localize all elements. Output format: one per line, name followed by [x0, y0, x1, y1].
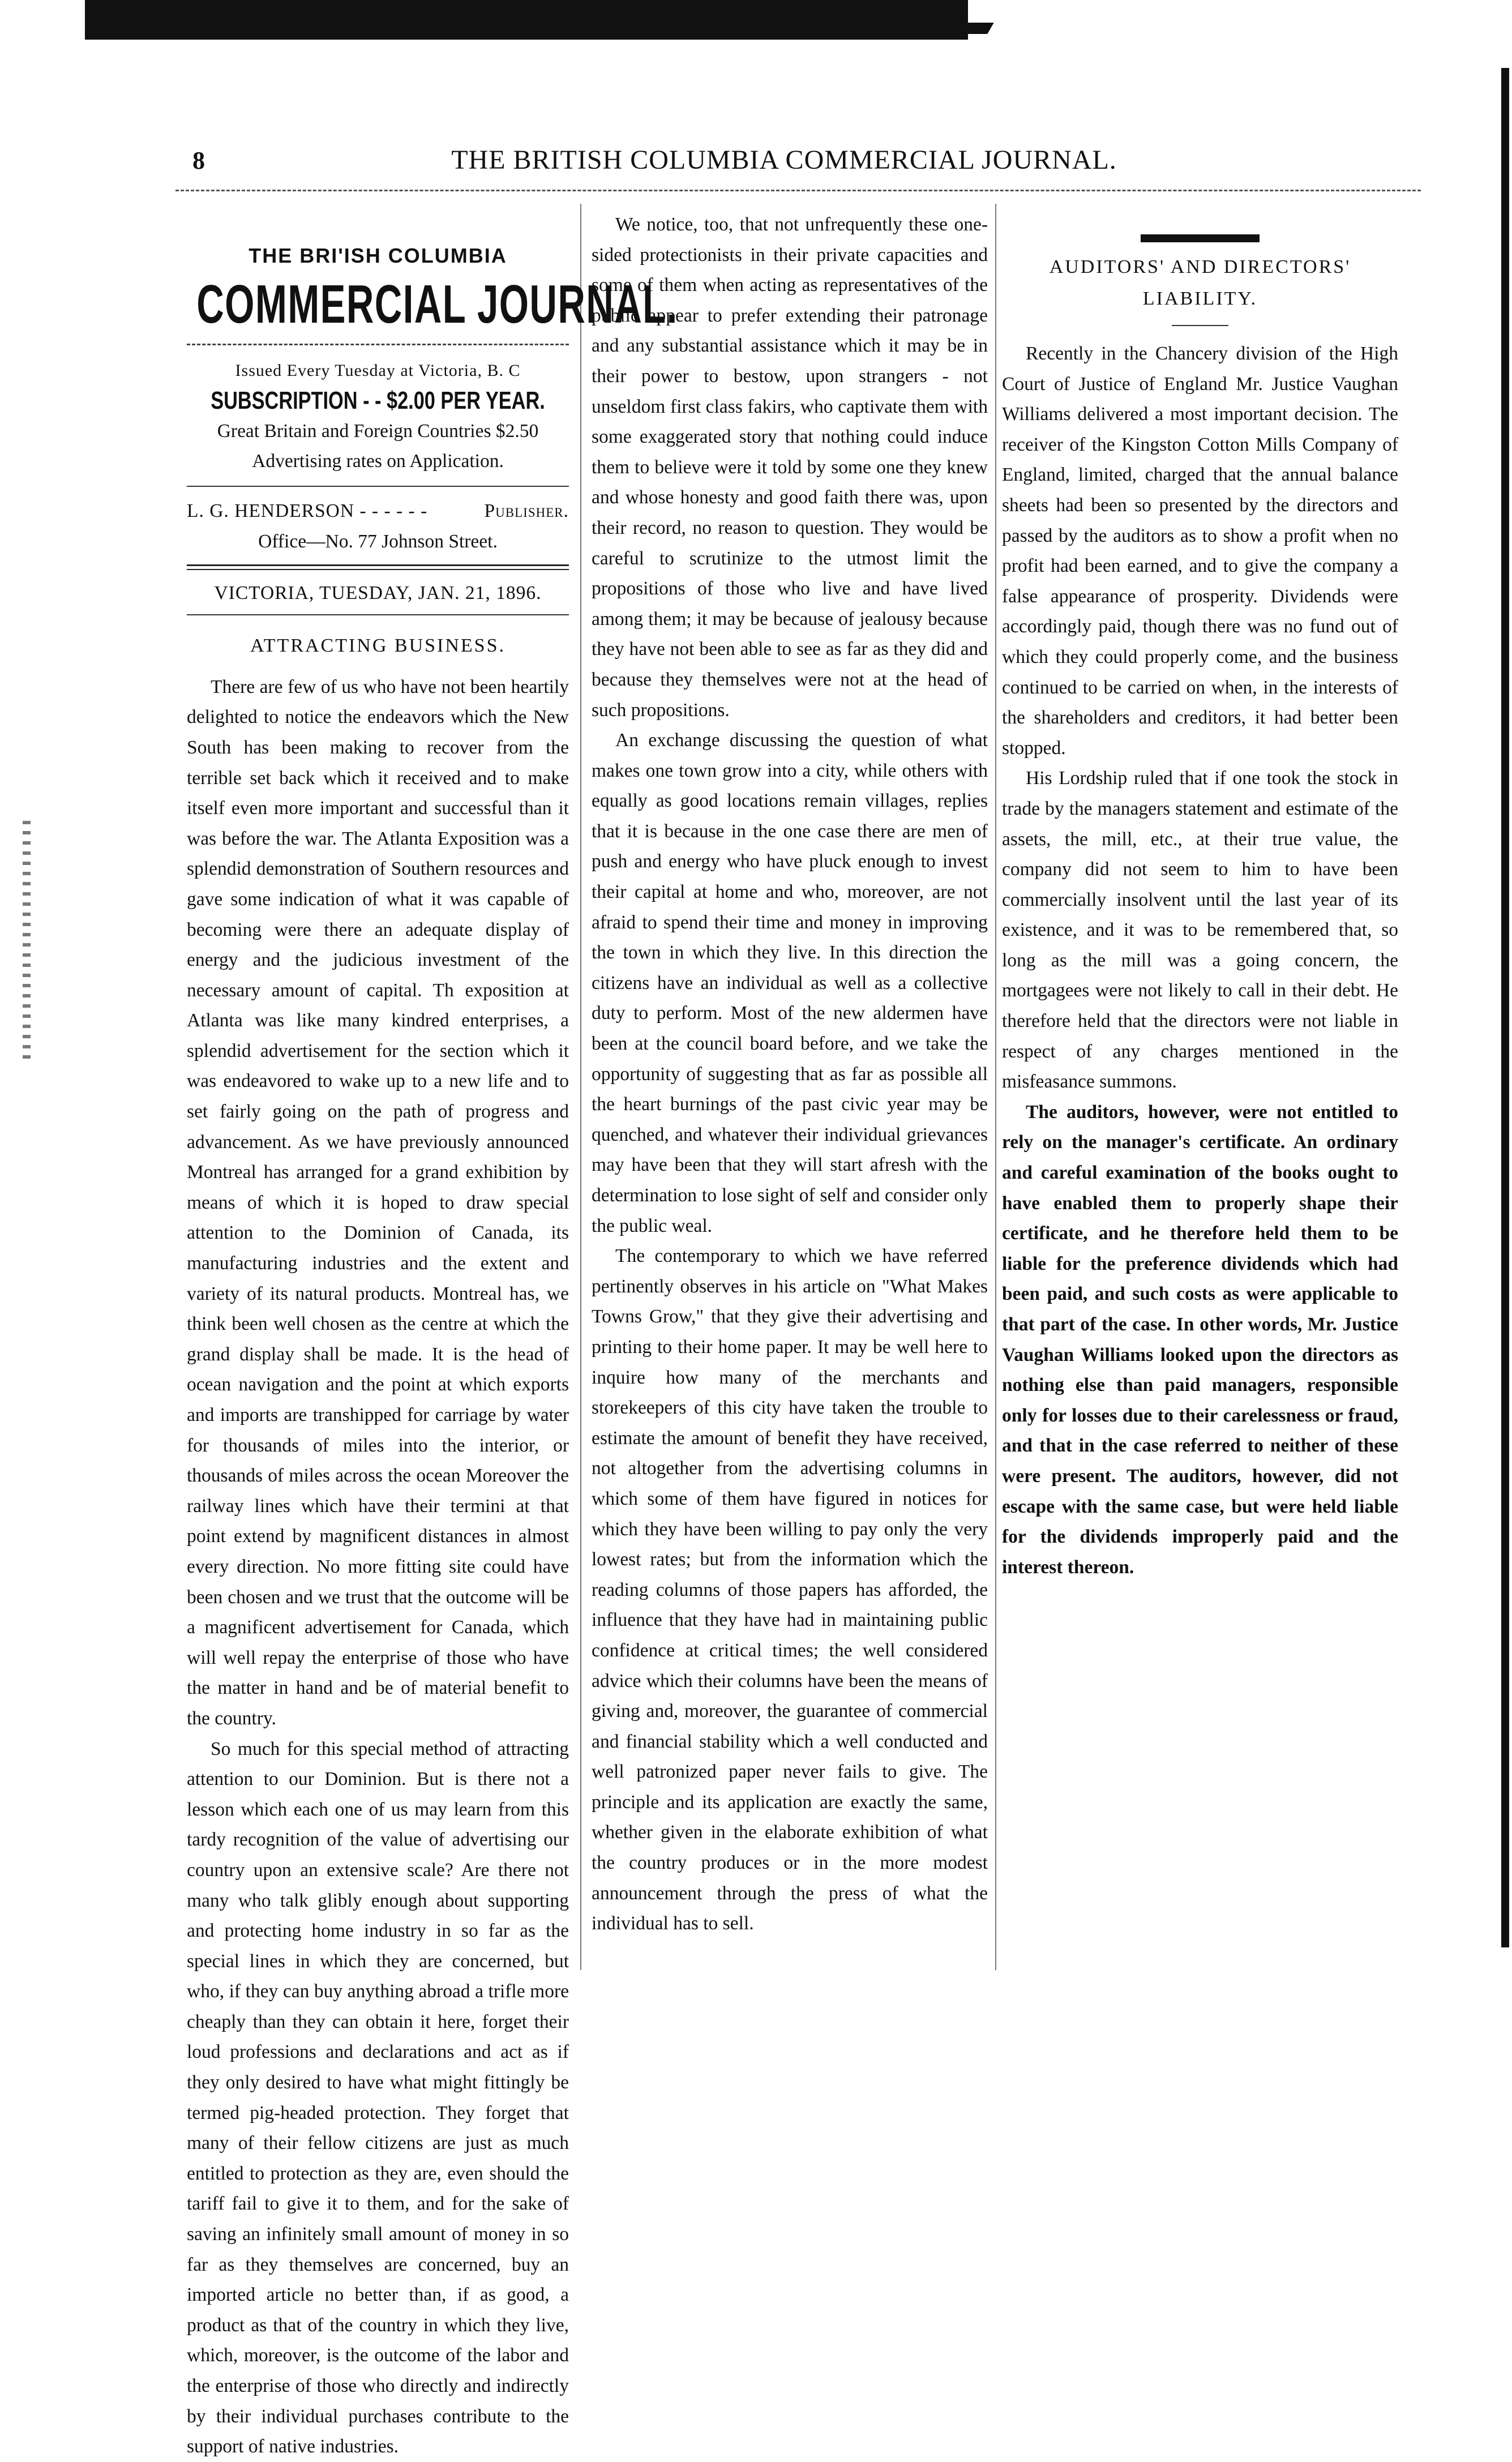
column-rule: [995, 204, 996, 1970]
article-paragraph: Recently in the Chancery division of the High Court of Justice of England Mr. Justice Vaughan Williams delivered a most important decision. The receiver of the Kingston Cotton Mills Company of England, limited, charged that the annual balance sheets had been so presented by the directors and passed by the auditors as to show a profit when no profit had been earned, and to give the company a false appearance of prosperity. Dividends were accordingly paid, though there was no fund out of which they could properly come, and the business continued to be carried on when, in the interests of the shareholders and creditors, it had better been stopped.: [1002, 343, 1398, 759]
publisher-row: [187, 496, 569, 526]
article-paragraph: We notice, too, that not unfrequently these one-sided protectionists in their private capacities and some of them when acting as representatives of the public appear to prefer extending their patronage and any substantial assistance which it may be in their power to bestow, upon strangers - not unseldom first class fakirs, who captivate them with some exaggerated story that nothing could induce them to believe were it told by some one they knew and whose honesty and good faith there was, upon their record, no reason to question. They would be careful to scrutinize to the utmost limit the propositions of those who live and have lived among them; it may be because of jealousy because they have not been able to see as far as they did and because they themselves were not at the head of such propositions.: [592, 214, 988, 721]
foreign-rate: Great Britain and Foreign Countries $2.50: [217, 420, 539, 442]
masthead-title: COMMERCIAL JOURNAL.: [196, 273, 678, 335]
advertising-rates: Advertising rates on Application.: [252, 451, 504, 472]
column-rule: [580, 204, 581, 1970]
article-paragraph: His Lordship ruled that if one took the stock in trade by the managers statement and estimate of the assets, the mill, etc., at their true value, the company did not seem to him to have been commercially insolvent until the last year of its existence, and it was to be remembered that, so long as the mill was a going concern, the mortgagees were not likely to call in their debt. He therefore held that the directors were not liable in respect of any charges mentioned in the misfeasance summons.: [1002, 768, 1398, 1093]
subscription-line: SUBSCRIPTION - - $2.00 PER YEAR.: [211, 387, 545, 415]
article-paragraph: So much for this special method of attracting attention to our Dominion. But is there not a lesson which each one of us may learn from this tardy recognition of the value of advertising our country upon an extensive scale? Are there not many who talk glibly enough about supporting and protecting home industry in so far as the special lines in which they are concerned, but who, if they can buy anything abroad a trifle more cheaply than they can obtain it here, forget their loud professions and declarations and act as if they only desired to have what might fittingly be termed pig-headed protection. They forget that many of their fellow citizens are just as much entitled to protection as they are, even should the tariff fail to give it to them, and for the sake of saving an infinitely small amount of money in so far as they themselves are concerned, buy an imported article no better than, if as good, a product as that of the country in which they live, which, moreover, is the outcome of the labor and the enterprise of those who directly and indirectly by their individual purchases contribute to the support of native industries.: [187, 1738, 569, 2457]
article-heading: ATTRACTING BUSINESS.: [250, 635, 506, 656]
scan-edge-right: [1501, 68, 1509, 1947]
office-address: Office—No. 77 Johnson Street.: [258, 530, 498, 552]
publisher-title: Publisher.: [484, 500, 569, 521]
column-2: [592, 209, 988, 1939]
running-head: THE BRITISH COLUMBIA COMMERCIAL JOURNAL.: [451, 145, 1117, 175]
divider: [187, 564, 569, 570]
column-1: [187, 209, 678, 2462]
publisher-name: L. G. HENDERSON - - - - - -: [187, 500, 428, 521]
scan-specks: [23, 821, 31, 1059]
divider: [187, 486, 569, 487]
article-paragraph: An exchange discussing the question of what makes one town grow into a city, while others with equally as good locations remain villages, replies that it is because in the one case there are men of push and energy who have pluck enough to invest their capital at home and who, moreover, are not afraid to spend their time and money in improving the town in which they live. In this direction the citizens have an individual as well as a collective duty to perform. Most of the new aldermen have been at the council board before, and we take the opportunity of suggesting that as far as possible all the heart burnings of the past civic year may be quenched, and whatever their individual grievances may have been that they will start afresh with the determination to lose sight of self and consider only the public weal.: [592, 730, 988, 1236]
divider: [187, 344, 569, 345]
page-number: 8: [192, 147, 205, 174]
masthead-line: THE BRI'ISH COLUMBIA: [249, 244, 507, 267]
dateline: VICTORIA, TUESDAY, JAN. 21, 1896.: [214, 583, 542, 604]
scan-edge-band: [85, 0, 968, 40]
article-paragraph: The contemporary to which we have referred pertinently observes in his article on "What Makes Towns Grow," that they give their advertising and printing to their home paper. It may be well here to inquire how many of the merchants and storekeepers of this city have taken the trouble to estimate the amount of benefit they have received, not altogether from the advertising columns in which some of them have figured in notices for which they have been willing to pay only the very lowest rates; but from the information which the reading columns of those papers has afforded, the influence that they have had in maintaining public confidence at critical times; the well considered advice which their columns have been the means of giving and, moreover, the guarantee of commercial and financial stability which a well conducted and well patronized paper never fails to give. The principle and its application are exactly the same, whether given in the elaborate exhibition of what the country produces or in the more modest announcement through the press of what the individual has to sell.: [592, 1245, 988, 1934]
article-heading: AUDITORS' AND DIRECTORS' LIABILITY.: [1049, 256, 1351, 309]
article-paragraph: There are few of us who have not been heartily delighted to notice the endeavors which the New South has been making to recover from the terrible set back which it received and to make itself even more important and successful than it was before the war. The Atlanta Exposition was a splendid demonstration of Southern resources and gave some indication of what it was capable of becoming were there an adequate display of energy and the judicious investment of the necessary amount of capital. Th exposition at Atlanta was like many kindred enterprises, a splendid advertisement for the section which it was endeavored to wake up to a new life and to set fairly going on the path of progress and advancement. As we have previously announced Montreal has arranged for a grand exhibition by means of which it is hoped to draw special attention to the Dominion of Canada, its manufacturing industries and the extent and variety of its natural products. Montreal has, we think been well chosen as the centre at which the grand display shall be made. It is the head of ocean navigation and the point at which exports and imports are transhipped for carriage by water for thousands of miles into the interior, or thousands of miles across the ocean Moreover the railway lines which have their termini at that point extend by magnificent distances in almost every direction. No more fitting site could have been chosen and we trust that the outcome will be a magnificent advertisement for Canada, which will well repay the enterprise of those who have the matter in hand and be of material benefit to the country.: [187, 676, 569, 1729]
divider: [1172, 325, 1228, 326]
section-bar: [1141, 234, 1260, 242]
article-paragraph: The auditors, however, were not entitled to rely on the manager's certificate. An ordinary and careful examination of the books ought to have enabled them to properly shape their certificate, and he therefore held them to be liable for the preference dividends which had been paid, and such costs as were applicable to that part of the case. In other words, Mr. Justice Vaughan Williams looked upon the directors as nothing else than paid managers, responsible only for losses due to their carelessness or fraud, and that in the case referred to neither of these were present. The auditors, however, did not escape with the same case, but were held liable for the dividends improperly paid and the interest thereon.: [1002, 1101, 1398, 1578]
column-3: [1002, 209, 1398, 1582]
issued-line: Issued Every Tuesday at Victoria, B. C: [235, 361, 521, 380]
divider: [187, 614, 569, 615]
head-rule: [175, 190, 1421, 191]
